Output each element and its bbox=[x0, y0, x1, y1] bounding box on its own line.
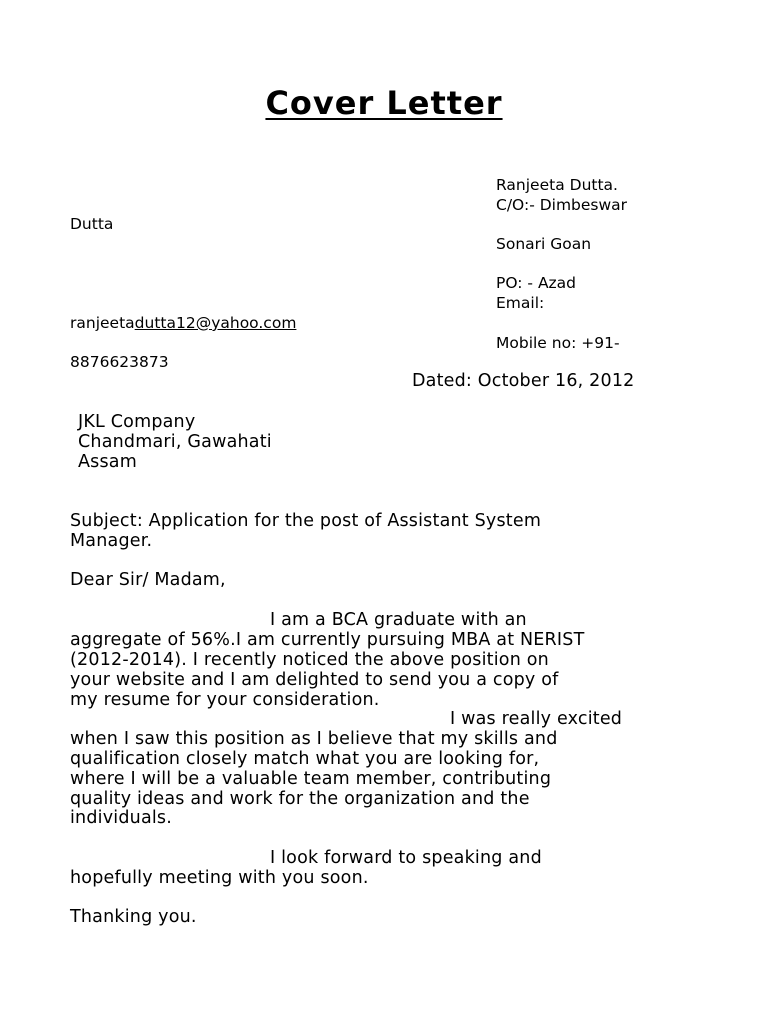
recipient-company: JKL Company bbox=[78, 412, 196, 432]
subject-line-2: Manager. bbox=[70, 531, 153, 551]
sender-village: Sonari Goan bbox=[496, 235, 592, 253]
para2-line: individuals. bbox=[70, 808, 173, 828]
closing: Thanking you. bbox=[70, 907, 197, 927]
para2-line: qualification closely match what you are looking for, bbox=[70, 749, 540, 769]
sender-email-prefix: ranjeeta bbox=[70, 314, 135, 332]
salutation: Dear Sir/ Madam, bbox=[70, 570, 226, 590]
sender-mobile-number: 8876623873 bbox=[70, 353, 169, 371]
para1-line: your website and I am delighted to send you a copy of bbox=[70, 670, 559, 690]
sender-co-surname: Dutta bbox=[70, 215, 114, 233]
subject-line-1: Subject: Application for the post of Assistant System bbox=[70, 511, 542, 531]
para1-line: I am a BCA graduate with an bbox=[270, 610, 527, 630]
para1-line: (2012-2014). I recently noticed the above position on bbox=[70, 650, 549, 670]
recipient-state: Assam bbox=[78, 452, 137, 472]
para2-line: when I saw this position as I believe that my skills and bbox=[70, 729, 558, 749]
para2-line: quality ideas and work for the organization and the bbox=[70, 789, 530, 809]
sender-mobile-label: Mobile no: +91- bbox=[496, 334, 620, 352]
date-line: Dated: October 16, 2012 bbox=[412, 371, 635, 391]
sender-email-link[interactable]: dutta12@yahoo.com bbox=[134, 314, 297, 332]
para3-line: I look forward to speaking and bbox=[270, 848, 542, 868]
sender-email bbox=[70, 314, 296, 332]
recipient-address: Chandmari, Gawahati bbox=[78, 432, 272, 452]
sender-co-line: C/O:- Dimbeswar bbox=[496, 196, 628, 214]
sender-name: Ranjeeta Dutta. bbox=[496, 176, 618, 194]
sender-po: PO: - Azad bbox=[496, 274, 577, 292]
para1-line: my resume for your consideration. bbox=[70, 690, 380, 710]
para1-line: aggregate of 56%.I am currently pursuing MBA at NERIST bbox=[70, 630, 585, 650]
para2-line: where I will be a valuable team member, contributing bbox=[70, 769, 552, 789]
para3-line: hopefully meeting with you soon. bbox=[70, 868, 369, 888]
page-title: Cover Letter bbox=[265, 84, 503, 122]
para2-line: I was really excited bbox=[450, 709, 623, 729]
sender-email-label: Email: bbox=[496, 294, 545, 312]
